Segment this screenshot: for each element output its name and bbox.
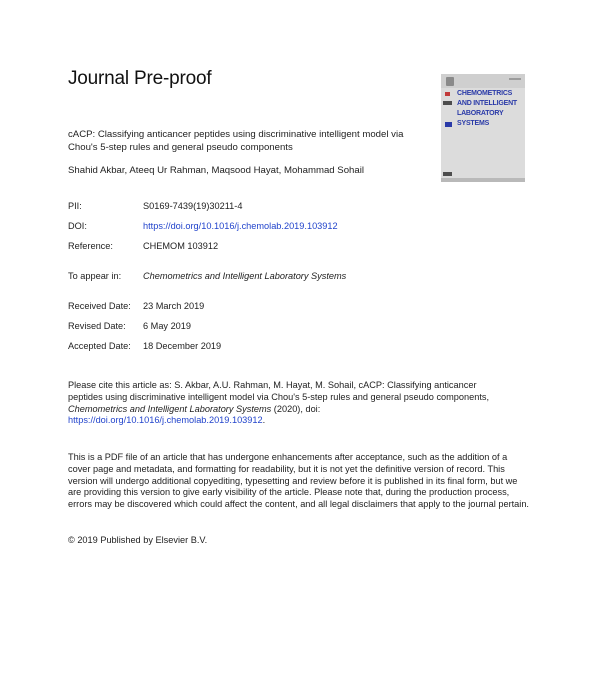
reference-value: CHEMOM 103912 — [143, 241, 219, 251]
appear-in-label: To appear in: — [68, 271, 122, 281]
cover-title-line4: SYSTEMS — [457, 120, 490, 127]
accepted-date-label: Accepted Date: — [68, 341, 131, 351]
citation-doi-link[interactable]: https://doi.org/10.1016/j.chemolab.2019.103912 — [68, 415, 263, 426]
cover-accent-mark — [445, 122, 452, 127]
journal-name: Chemometrics and Intelligent Laboratory Systems — [143, 271, 347, 281]
revised-date-value: 6 May 2019 — [143, 321, 192, 331]
citation-prefix: Please cite this article as: S. Akbar, A.U. Rahman, M. Hayat, M. Sohail, cACP: Classifying anticancer peptides using discriminative intelligent model via Chou's 5-step rules and general pseudo components, — [68, 380, 490, 402]
citation-middle: (2020), doi: — [271, 403, 321, 414]
publisher-logo-icon — [446, 77, 454, 86]
cover-accent-mark — [443, 172, 452, 176]
article-title: cACP: Classifying anticancer peptides using discriminative intelligent model via Chou's 5-step rules and general pseudo components — [68, 129, 404, 153]
doi-link[interactable]: https://doi.org/10.1016/j.chemolab.2019.103912 — [143, 221, 338, 231]
cover-bottom-bar — [441, 178, 525, 182]
reference-label: Reference: — [68, 241, 113, 251]
pii-value: S0169-7439(19)30211-4 — [143, 201, 243, 211]
cover-title-line2: AND INTELLIGENT — [457, 100, 517, 107]
cover-title-line1: CHEMOMETRICS — [457, 90, 513, 97]
pii-label: PII: — [68, 201, 82, 211]
cover-accent-mark — [445, 92, 450, 96]
received-date-value: 23 March 2019 — [143, 301, 205, 311]
citation-paragraph — [68, 380, 508, 427]
citation-suffix: . — [262, 415, 266, 426]
citation-journal: Chemometrics and Intelligent Laboratory Systems — [68, 403, 272, 414]
page-title: Journal Pre-proof — [68, 68, 212, 89]
disclaimer-paragraph: This is a PDF file of an article that has undergone enhancements after acceptance, such as the addition of a cover page and metadata, and formatting for readability, but it is not yet the definitive version of record. This version will undergo additional copyediting, typesetting and review before it is published in its final form, but we are providing this version to give early visibility of the article. Please note that, during the production process, errors may be discovered which could affect the content, and all legal disclaimers that apply to the journal pertain. — [68, 452, 529, 510]
copyright-notice: © 2019 Published by Elsevier B.V. — [68, 535, 208, 545]
cover-volume-mark — [509, 78, 521, 80]
accepted-date-value: 18 December 2019 — [143, 341, 222, 351]
cover-title-line3: LABORATORY — [457, 110, 504, 117]
journal-cover-thumbnail — [441, 74, 525, 182]
received-date-label: Received Date: — [68, 301, 131, 311]
cover-accent-mark — [443, 101, 452, 105]
article-authors: Shahid Akbar, Ateeq Ur Rahman, Maqsood Hayat, Mohammad Sohail — [68, 165, 364, 176]
revised-date-label: Revised Date: — [68, 321, 126, 331]
doi-label: DOI: — [68, 221, 87, 231]
